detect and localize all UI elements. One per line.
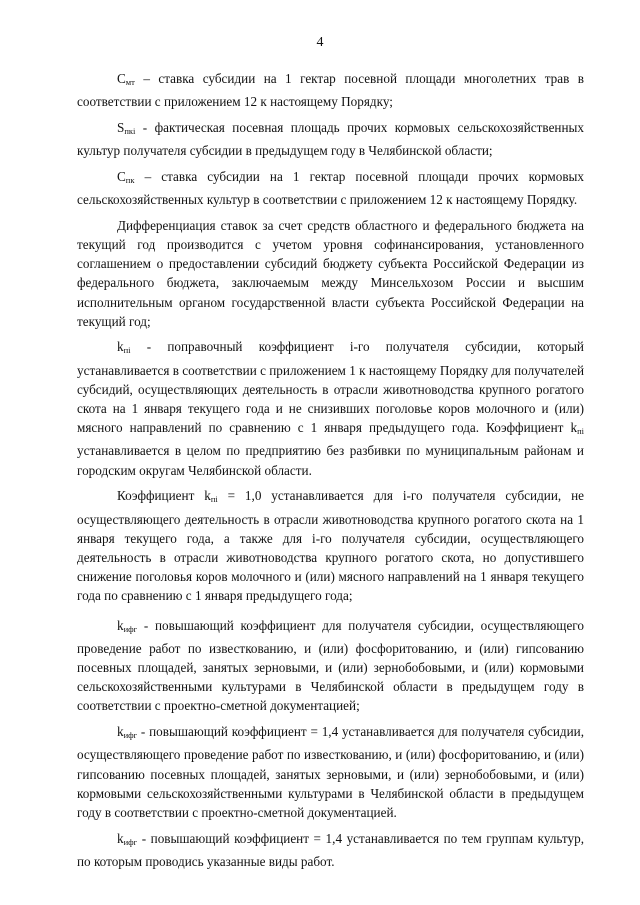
symbol: k <box>117 724 124 740</box>
symbol: k <box>117 617 124 633</box>
paragraph-text: - повышающий коэффициент = 1,4 устанавливается для получателя субсидии, осуществляющего проведение работ по известкованию, и (или) фосфоритованию, и (или) гипсованию посевных площадей, занятых зерновыми, и (или) зернобобовыми, и (или) кормовыми сельскохозяйственными культурами в Челябинской области в предыдущем году в соответствии с проектно-сметной документацией. <box>77 724 584 820</box>
symbol-subscript: ифг <box>123 623 138 634</box>
symbol: k <box>117 830 124 846</box>
paragraph-text: - поправочный коэффициент i-го получателя субсидии, который устанавливается в соответствии с приложением 1 к настоящему Порядку для получателей субсидий, осуществляющих деятельность в отрасли животноводства крупного рогатого скота на 1 января текущего года и не снизивших поголовье коров молочного и (или) мясного направлений по сравнению с 1 января предыдущего года. Коэффициент k <box>77 339 584 436</box>
document-body <box>77 69 584 878</box>
symbol-subscript: пi <box>123 345 131 356</box>
page-number: 4 <box>316 35 324 50</box>
paragraph-spki <box>77 118 584 160</box>
inline-subscript: пi <box>210 494 218 505</box>
symbol-subscript: мт <box>125 77 135 87</box>
inline-subscript: пi <box>577 426 584 437</box>
symbol: k <box>117 339 124 355</box>
paragraph-differentiation <box>77 216 584 331</box>
paragraph-text: Дифференциация ставок за счет средств областного и федерального бюджета на текущий год производится с учетом уровня софинансирования, установленного соглашением о предоставлении субсидий бюджету субъекта Российской Федерации из федерального бюджета, заключаемым между Минсельхозом России и высшим исполнительным органом государственной власти субъекта Российской Федерации на текущий год; <box>77 217 584 329</box>
paragraph-text: – ставка субсидии на 1 гектар посевной площади прочих кормовых сельскохозяйственных культур в соответствии с приложением 12 к настоящему Порядку. <box>77 168 584 208</box>
paragraph-text: - повышающий коэффициент = 1,4 устанавливается по тем группам культур, по которым проводись указанные виды работ. <box>77 830 584 869</box>
paragraph-text: Коэффициент k <box>117 488 211 504</box>
symbol-subscript: ифг <box>123 836 138 847</box>
paragraph-text-continued: устанавливается в целом по предприятию без разбивки по муниципальным районам и городским округам Челябинской области. <box>77 443 584 478</box>
symbol: С <box>117 71 126 86</box>
paragraph-kifg-groups <box>77 829 584 871</box>
paragraph-text: - повышающий коэффициент для получателя субсидии, осуществляющего проведение работ по известкованию, и (или) фосфоритованию, и (или) гипсованию посевных площадей, занятых зерновыми, и (или) зернобобовыми, и (или) кормовыми сельскохозяйственными культурами в Челябинской области в предыдущем году в соответствии с проектно-сметной документацией; <box>77 617 584 714</box>
paragraph-smt <box>77 69 584 111</box>
symbol: S <box>117 119 125 135</box>
paragraph-kpi <box>77 337 584 479</box>
paragraph-kifg-definition <box>77 616 584 716</box>
symbol-subscript: пкi <box>124 125 136 136</box>
paragraph-text-continued: = 1,0 устанавливается для i-го получателя субсидии, не осуществляющего деятельность в отрасли животноводства крупного рогатого скота на 1 января текущего года, а также для i-го получателя субсидии, осуществляющего деятельность в отрасли животноводства крупного рогатого скота, но допустившего снижение поголовья коров молочного и (или) мясного направлений на 1 января текущего года по сравнению с 1 января предыдущего года; <box>77 488 584 604</box>
paragraph-spk <box>77 167 584 209</box>
paragraph-kpi-default <box>77 486 584 605</box>
symbol-subscript: ифг <box>123 730 138 741</box>
symbol: С <box>117 168 126 184</box>
paragraph-kifg-value <box>77 722 584 822</box>
paragraph-text: – ставка субсидии на 1 гектар посевной площади многолетних трав в соответствии с приложением 12 к настоящему Порядку; <box>77 71 584 110</box>
symbol-subscript: пк <box>125 174 135 185</box>
paragraph-text: - фактическая посевная площадь прочих кормовых сельскохозяйственных культур получателя субсидии в предыдущем году в Челябинской области; <box>77 119 584 159</box>
